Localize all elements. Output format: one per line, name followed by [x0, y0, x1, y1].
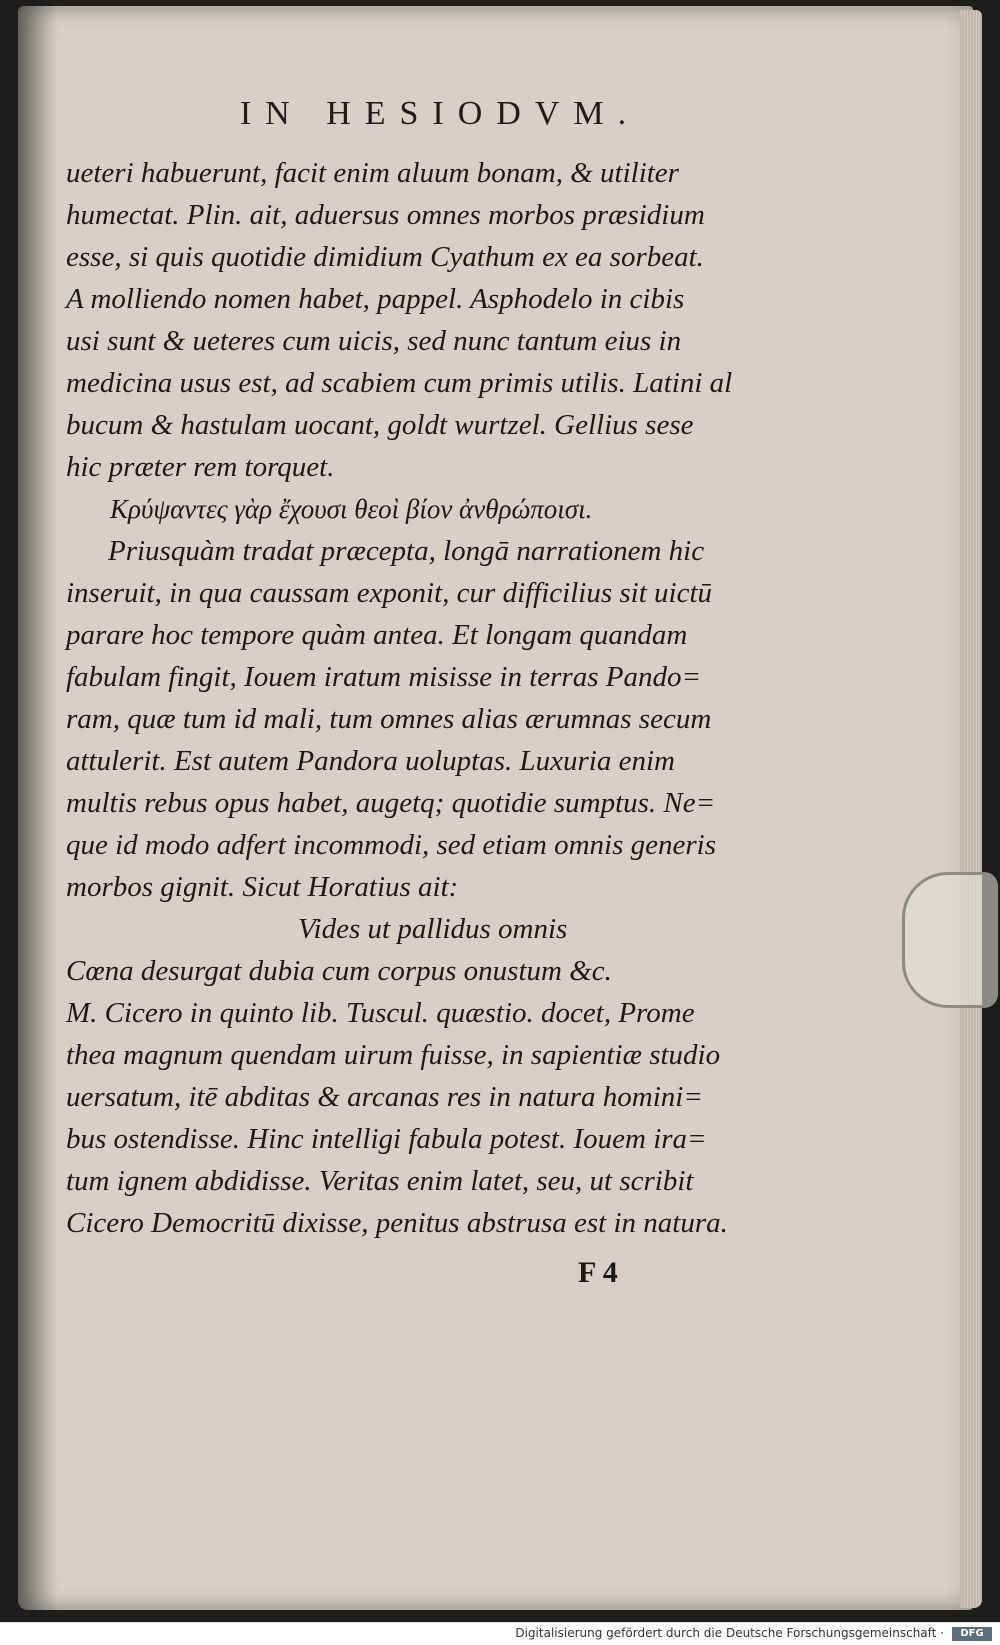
- text-line: inseruit, in qua caussam exponit, cur difficilius sit uictū: [66, 577, 713, 609]
- page-edges: [960, 10, 982, 1608]
- text-line: ueteri habuerunt, facit enim aluum bonam, & utiliter: [66, 157, 679, 189]
- greek-quotation: Κρύψαντες γὰρ ἔχουσι θεοὶ βίον ἀνθρώποισι.: [110, 494, 593, 524]
- text-line: tum ignem abdidisse. Veritas enim latet, seu, ut scribit: [66, 1165, 694, 1197]
- dfg-logo: DFG: [952, 1627, 992, 1641]
- running-head: IN HESIODVM.: [239, 95, 641, 132]
- text-line: ram, quæ tum id mali, tum omnes alias ærumnas secum: [66, 703, 712, 735]
- text-line: Cicero Democritū dixisse, penitus abstrusa est in natura.: [66, 1207, 728, 1239]
- text-line: medicina usus est, ad scabiem cum primis utilis. Latini al: [66, 367, 733, 399]
- text-line: bus ostendisse. Hinc intelligi fabula potest. Iouem ira=: [66, 1123, 707, 1155]
- text-line: morbos gignit. Sicut Horatius ait:: [66, 871, 459, 903]
- text-line: thea magnum quendam uirum fuisse, in sapientiæ studio: [66, 1039, 721, 1071]
- footer-bar: [0, 1622, 1000, 1645]
- text-line: que id modo adfert incommodi, sed etiam omnis generis: [66, 829, 717, 861]
- text-line: Cœna desurgat dubia cum corpus onustum &c.: [66, 955, 612, 987]
- verse-quotation: Vides ut pallidus omnis: [298, 913, 568, 945]
- text-line: humectat. Plin. ait, aduersus omnes morbos præsidium: [66, 199, 705, 231]
- body-text: [66, 152, 766, 1244]
- text-line: hic præter rem torquet.: [66, 451, 335, 483]
- text-line: M. Cicero in quinto lib. Tuscul. quæstio. docet, Prome: [66, 997, 695, 1029]
- text-line: usi sunt & ueteres cum uicis, sed nunc tantum eius in: [66, 325, 682, 357]
- signature-mark: F 4: [578, 1256, 618, 1289]
- text-line: uersatum, itē abditas & arcanas res in natura homini=: [66, 1081, 703, 1113]
- text-line: attulerit. Est autem Pandora uoluptas. Luxuria enim: [66, 745, 675, 777]
- page-clip: [902, 872, 998, 1008]
- text-line: multis rebus opus habet, augetq; quotidie sumptus. Ne=: [66, 787, 716, 819]
- text-line: bucum & hastulam uocant, goldt wurtzel. Gellius sese: [66, 409, 694, 441]
- text-line: parare hoc tempore quàm antea. Et longam quandam: [66, 619, 688, 651]
- text-line: fabulam fingit, Iouem iratum misisse in terras Pando=: [66, 661, 702, 693]
- text-line: A molliendo nomen habet, pappel. Asphodelo in cibis: [66, 283, 685, 315]
- paragraph-start: Priusquàm tradat præcepta, longā narrationem hic: [108, 535, 705, 567]
- text-line: esse, si quis quotidie dimidium Cyathum ex ea sorbeat.: [66, 241, 704, 273]
- facing-page-fragment: [0, 120, 30, 1020]
- funding-credit: Digitalisierung gefördert durch die Deutsche Forschungsgemeinschaft ·: [515, 1626, 944, 1640]
